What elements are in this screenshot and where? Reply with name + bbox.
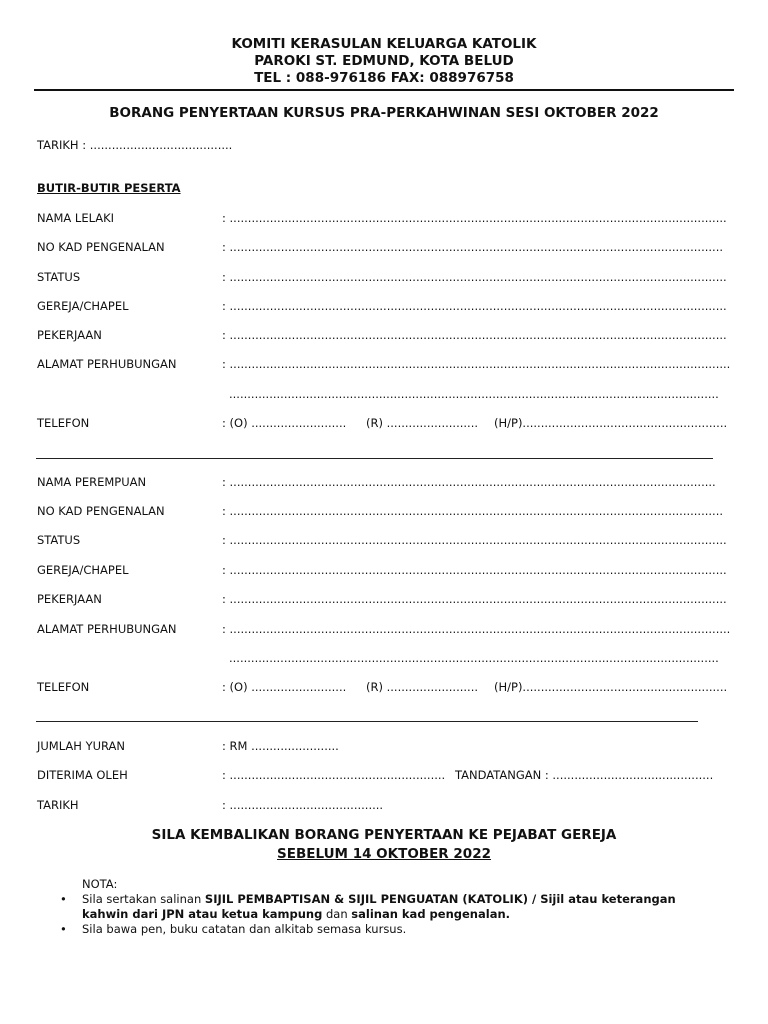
bullet-icon: • <box>60 922 67 936</box>
male-address-label: ALAMAT PERHUBUNGAN <box>37 357 177 371</box>
female-job-label: PEKERJAAN <box>37 592 102 606</box>
female-address-input[interactable]: : ......................................................................................................................................... <box>222 622 731 636</box>
contact-line: TEL : 088-976186 FAX: 088976758 <box>254 70 514 86</box>
male-church-label: GEREJA/CHAPEL <box>37 299 129 313</box>
male-phone-mobile[interactable]: (H/P)........................................................ <box>494 416 728 430</box>
female-phone-office[interactable]: : (O) .......................... <box>222 680 347 694</box>
female-status-input[interactable]: : ........................................................................................................................................ <box>222 533 727 547</box>
note-item-1-cont: kahwin dari JPN atau ketua kampung dan salinan kad pengenalan. <box>82 907 511 921</box>
section-heading: BUTIR-BUTIR PESERTA <box>37 181 181 195</box>
female-ic-input[interactable]: : ....................................................................................................................................... <box>222 504 724 518</box>
date-label: TARIKH : <box>37 138 90 152</box>
deadline-wrap <box>0 846 768 862</box>
female-job-input[interactable]: : ........................................................................................................................................ <box>222 592 727 606</box>
female-phone-label: TELEFON <box>37 680 90 694</box>
female-status-label: STATUS <box>37 533 81 547</box>
received-by-input[interactable]: : ........................................................... <box>222 768 446 782</box>
male-address-input[interactable]: : ......................................................................................................................................... <box>222 357 731 371</box>
male-phone-home[interactable]: (R) ......................... <box>366 416 479 430</box>
female-phone-mobile[interactable]: (H/P)........................................................ <box>494 680 728 694</box>
female-church-input[interactable]: : ........................................................................................................................................ <box>222 563 727 577</box>
office-date-label: TARIKH <box>37 798 79 812</box>
female-ic-label: NO KAD PENGENALAN <box>37 504 165 518</box>
deadline: SEBELUM 14 OKTOBER 2022 <box>277 846 491 862</box>
male-ic-label: NO KAD PENGENALAN <box>37 240 165 254</box>
male-church-input[interactable]: : ........................................................................................................................................ <box>222 299 727 313</box>
header-divider <box>34 89 734 91</box>
parish-name: PAROKI ST. EDMUND, KOTA BELUD <box>254 53 514 69</box>
form-title: BORANG PENYERTAAN KURSUS PRA-PERKAHWINAN SESI OKTOBER 2022 <box>109 105 659 121</box>
fee-input[interactable]: : RM ........................ <box>222 739 339 753</box>
male-job-input[interactable]: : ........................................................................................................................................ <box>222 328 727 342</box>
notes-heading: NOTA: <box>82 877 118 891</box>
org-name: KOMITI KERASULAN KELUARGA KATOLIK <box>231 36 537 52</box>
date-field[interactable] <box>37 138 232 152</box>
received-by-label: DITERIMA OLEH <box>37 768 128 782</box>
female-name-input[interactable]: : ..................................................................................................................................... <box>222 475 716 489</box>
female-address-label: ALAMAT PERHUBUNGAN <box>37 622 177 636</box>
section-divider <box>36 458 713 459</box>
note-item-2: Sila bawa pen, buku catatan dan alkitab semasa kursus. <box>82 922 407 936</box>
male-phone-office[interactable]: : (O) .......................... <box>222 416 347 430</box>
male-name-label: NAMA LELAKI <box>37 211 115 225</box>
bullet-icon: • <box>60 892 67 906</box>
male-name-input[interactable]: : ........................................................................................................................................ <box>222 211 727 225</box>
signature-field[interactable]: TANDATANGAN : ............................................ <box>455 768 714 782</box>
date-value[interactable]: ....................................... <box>89 138 233 152</box>
male-ic-input[interactable]: : ....................................................................................................................................... <box>222 240 724 254</box>
section-divider-2 <box>36 721 698 722</box>
female-church-label: GEREJA/CHAPEL <box>37 563 129 577</box>
male-status-label: STATUS <box>37 270 81 284</box>
fee-label: JUMLAH YURAN <box>37 739 126 753</box>
male-phone-label: TELEFON <box>37 416 90 430</box>
male-address-input-2[interactable]: ...................................................................................................................................... <box>229 387 719 401</box>
note-item-1: Sila sertakan salinan SIJIL PEMBAPTISAN & SIJIL PENGUATAN (KATOLIK) / Sijil atau keterangan <box>82 892 676 906</box>
male-job-label: PEKERJAAN <box>37 328 102 342</box>
office-date-input[interactable]: : .......................................... <box>222 798 384 812</box>
male-status-input[interactable]: : ........................................................................................................................................ <box>222 270 727 284</box>
female-address-input-2[interactable]: ...................................................................................................................................... <box>229 651 719 665</box>
female-phone-home[interactable]: (R) ......................... <box>366 680 479 694</box>
return-instruction: SILA KEMBALIKAN BORANG PENYERTAAN KE PEJABAT GEREJA <box>151 827 617 843</box>
female-name-label: NAMA PEREMPUAN <box>37 475 147 489</box>
